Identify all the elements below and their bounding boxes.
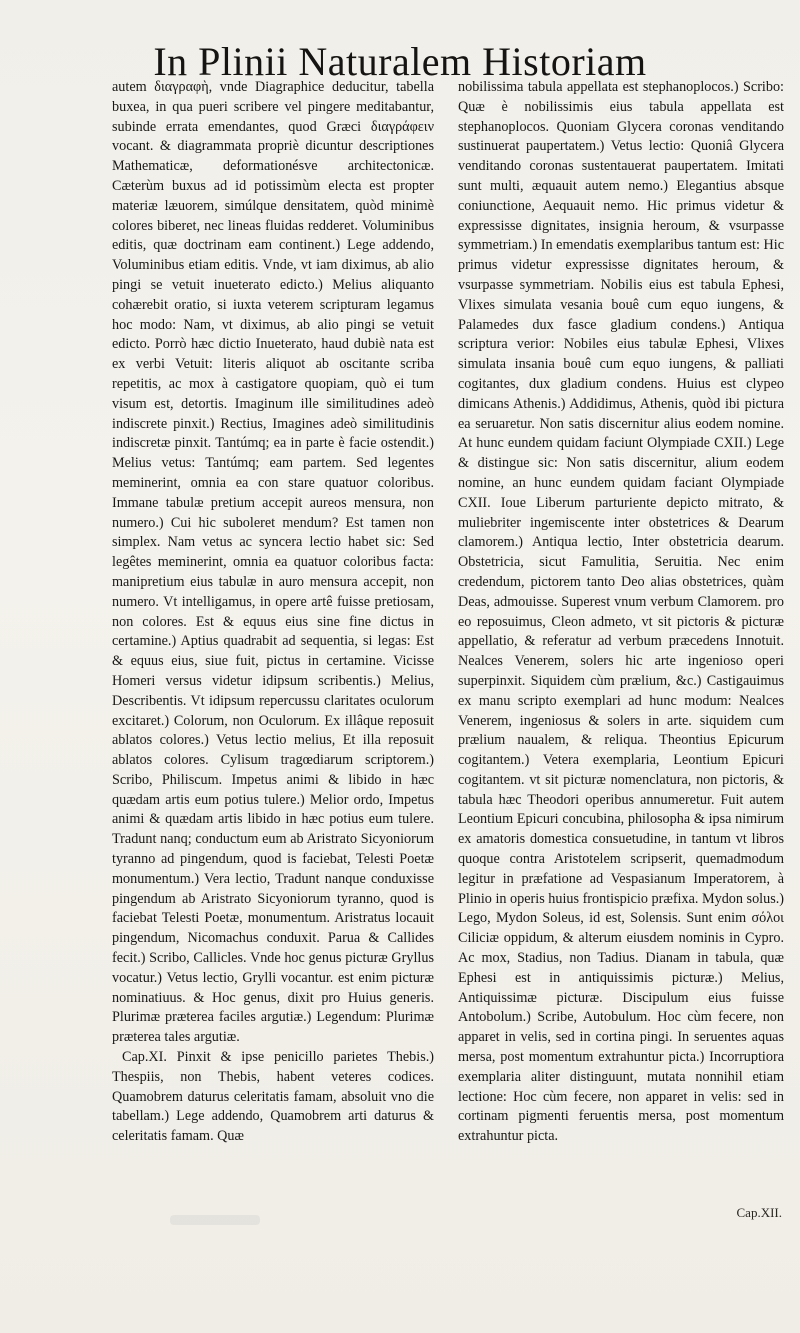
left-paragraph-2: Cap.XI. Pinxit & ipse penicillo parietes Thebis.) Thespiis, non Thebis, habent veteres codices. Quamobrem daturus celeritatis famam, absoluit vno die tabellam.) Lege addendo, Quamobrem arti daturus & celeritatis famam. Quæ bbox=[112, 1049, 434, 1145]
running-title: In Plinii Naturalem Historiam bbox=[153, 39, 647, 84]
catchword: Cap.XII. bbox=[736, 1205, 782, 1220]
right-paragraph-1: nobilissima tabula appellata est stephanoplocos.) Scribo: Quæ è nobilissimis eius tabula appellata est stephanoplocos. Quoniam Glycera coronas venditando sustinuerat paupertatem.) Vetus lectio: Quoniâ Glycera venditando coronas sustentauerat paupertatem. Imitati sunt multi, æquauit autem nemo.) Elegantius absque coniunctione, Aequauit nemo. Hic primus videtur & expressisse dignitates, insignia heroum, & vsurpasse symmetriam.) In emendatis exemplaribus tantum est: Hic primus videtur expressisse dignitates heroum, & vsurpasse symmetriam. Nobilis eius est tabula Ephesi, Vlixes simulata vesania bouê cum equo iungens, & Palamedes dux fasce gladium condens.) Antiqua scriptura verior: Nobiles eius tabulæ Ephesi, Vlixes simulata insania bouê cum equo iungens, & palliati cogitantes, dux gladium condens. Huius est clypeo dimicans Athenis.) Addidimus, Athenis, quòd ibi pictura ea seruaretur. Non satis discernitur alius eodem nomine. At hunc eundem quidam faciunt Olympiade CXII.) Lege & distingue sic: Non satis discernitur, alium eodem nomine, an hunc eundem quidam faciant Olympiade CXII. Ioue Liberum parturiente depicto mitrato, & muliebriter ingemiscente inter obstetrices & Dearum clamorem.) Antiqua lectio, Inter obstetricia dearum. Obstetricia, sicut Famulitia, Seruitia. Nec enim credendum, pictorem tanto Deo alias obstetrices, quàm Deas, admouisse. Superest vnum verbum Clamorem. pro eo reposuimus, Cleon admeto, vt sit pictoris & picturæ appellatio, & referatur ad verbum præcedens Innotuit. Nealces Venerem, solers hic arte ingenioso operi superpinxit. Siquidem cùm prælium, &c.) Castigauimus ex manu scripto exemplari ad hunc modum: Nealces Venerem, ingeniosus & solers in arte. siquidem cum prælium naualem, & reliqua. Theontius Epicurum cogitantem.) Vetera exemplaria, Leontium Epicuri cogitantem. vt sit picturæ nomenclatura, non pictoris, & tabula hæc Theodori operibus annumeretur. Fuit autem Leontium Epicuri concubina, philosopha & ipsa nimirum ex amatoris domestica consuetudine, in tantum vt libros quoque contra Aristotelem scripserit, quemadmodum legitur in præfatione ad Vespasianum Imperatorem, à Plinio in operis huius frontispicio præfixa. Mydon solus.) Lego, Mydon Soleus, id est, Solensis. Sunt enim σόλοι Ciliciæ oppidum, & alterum eiusdem nominis in Cypro. Ac mox, Stadius, non Tadius. Dianam in tabula, quæ Ephesi est in antiquissimis picturæ.) Melius, Antiquissimæ picturæ. Discipulum eius fuisse Antobolum.) Scribe, Autobulum. Hoc cùm fecere, non apparet in velis, sed in cortina pingi. In seruentes aquas mersa, post momentum extrahuntur picta.) Incorruptiora exemplaria aliter distinguunt, mutata nonnihil etiam lectione: Hoc cùm fecere, non apparet in velis: sed in cortinam pigmenti feruentis mersa, post momentum extrahuntur picta. bbox=[458, 79, 784, 1145]
left-column bbox=[112, 78, 434, 1147]
right-column bbox=[458, 78, 784, 1147]
paper-stain bbox=[170, 1215, 260, 1225]
left-paragraph-1: autem διαγραφὴ, vnde Diagraphice deducitur, tabella buxea, in qua pueri scribere vel pingere meditabantur, subinde errata emendantes, quod Græci διαγράφειν vocant. & diagrammata propriè dicuntur descriptiones Mathematicæ, deformationésve architectonicæ. Cæterùm buxus ad id potissimùm electa est propter materiæ læuorem, simúlque densitatem, quòd minimè colores biberet, nec lineas fluidas redderet. Voluminibus editis, quæ doctrinam eam continent.) Lege addendo, Voluminibus etiam editis. Vnde, vt iam diximus, ab alio pingi se vetuit inueterato edicto.) Melius aliquanto cohærebit oratio, si iuxta veterem scripturam legamus hoc modo: Nam, vt diximus, ab alio pingi se vetuit edicto. Porrò hæc dictio Inueterato, haud dubiè nata est ex verbi Vetuit: literis aliquot ab oscitante scriba repetitis, ac mox à castigatore quopiam, quò ei tum visum est, detortis. Imaginum ille similitudines adeò indiscrete pinxit.) Rectius, Imagines adeò similitudinis indiscretæ pinxit. Tantúmq; ea in parte è facie ostendit.) Melius vetus: Tantúmq; eam partem. Sed legentes meminerint, omnia ea con stare quatuor coloribus. Immane tabulæ pretium accepit aureos mensura, non numero.) Cui hic suboleret mendum? Est tamen non simplex. Nam vetus ac syncera lectio habet sic: Sed legêtes meminerint, omnia ea quatuor coloribus facta: manipretium eius tabulæ in auro mensura accepit, non numero. Vt intelligamus, in opere artê fuisse pretiosam, non colores. Est & equus eius sine fine dictus in certamine.) Aptius quadrabit ad sequentia, si legas: Est & equus eius, siue fuit, pictus in certamine. Vicisse Homeri versus videtur idipsum scribentis.) Melius, Describentis. Vt idipsum repercussu claritates oculorum excitaret.) Colorum, non Oculorum. Ex illâque reposuit ablatos colores.) Vetus lectio melius, Et illa reposuit ablatos colores. Cylisum tragœdiarum scriptorem.) Scribo, Philiscum. Impetus animi & libido in hæc quædam artis eum potius tulere.) Melior ordo, Impetus animi & quædam artis libido in hæc potius eum tulere. Tradunt nanq; conductum eum ab Aristrato Sicyoniorum tyranno ad pingendum, quod is faciebat, Telesti Poetæ monumentum.) Vera lectio, Tradunt nanque conduxisse pingendum ab Aristrato Sicyoniorum tyranno, quod is faciebat Telesti Poetæ, monumentum. Aristratus locauit pingendum, Nicomachus conduxit. Parua & Callides fecit.) Scribo, Callicles. Vnde hoc genus picturæ Gryllus vocatur.) Vetus lectio, Grylli vocantur. est enim picturæ nominatiuus. & Hoc genus, dixit pro Huius generis. Plurimæ præterea faciles argutiæ.) Legendum: Plurimæ præterea tales argutiæ. bbox=[112, 79, 434, 1046]
